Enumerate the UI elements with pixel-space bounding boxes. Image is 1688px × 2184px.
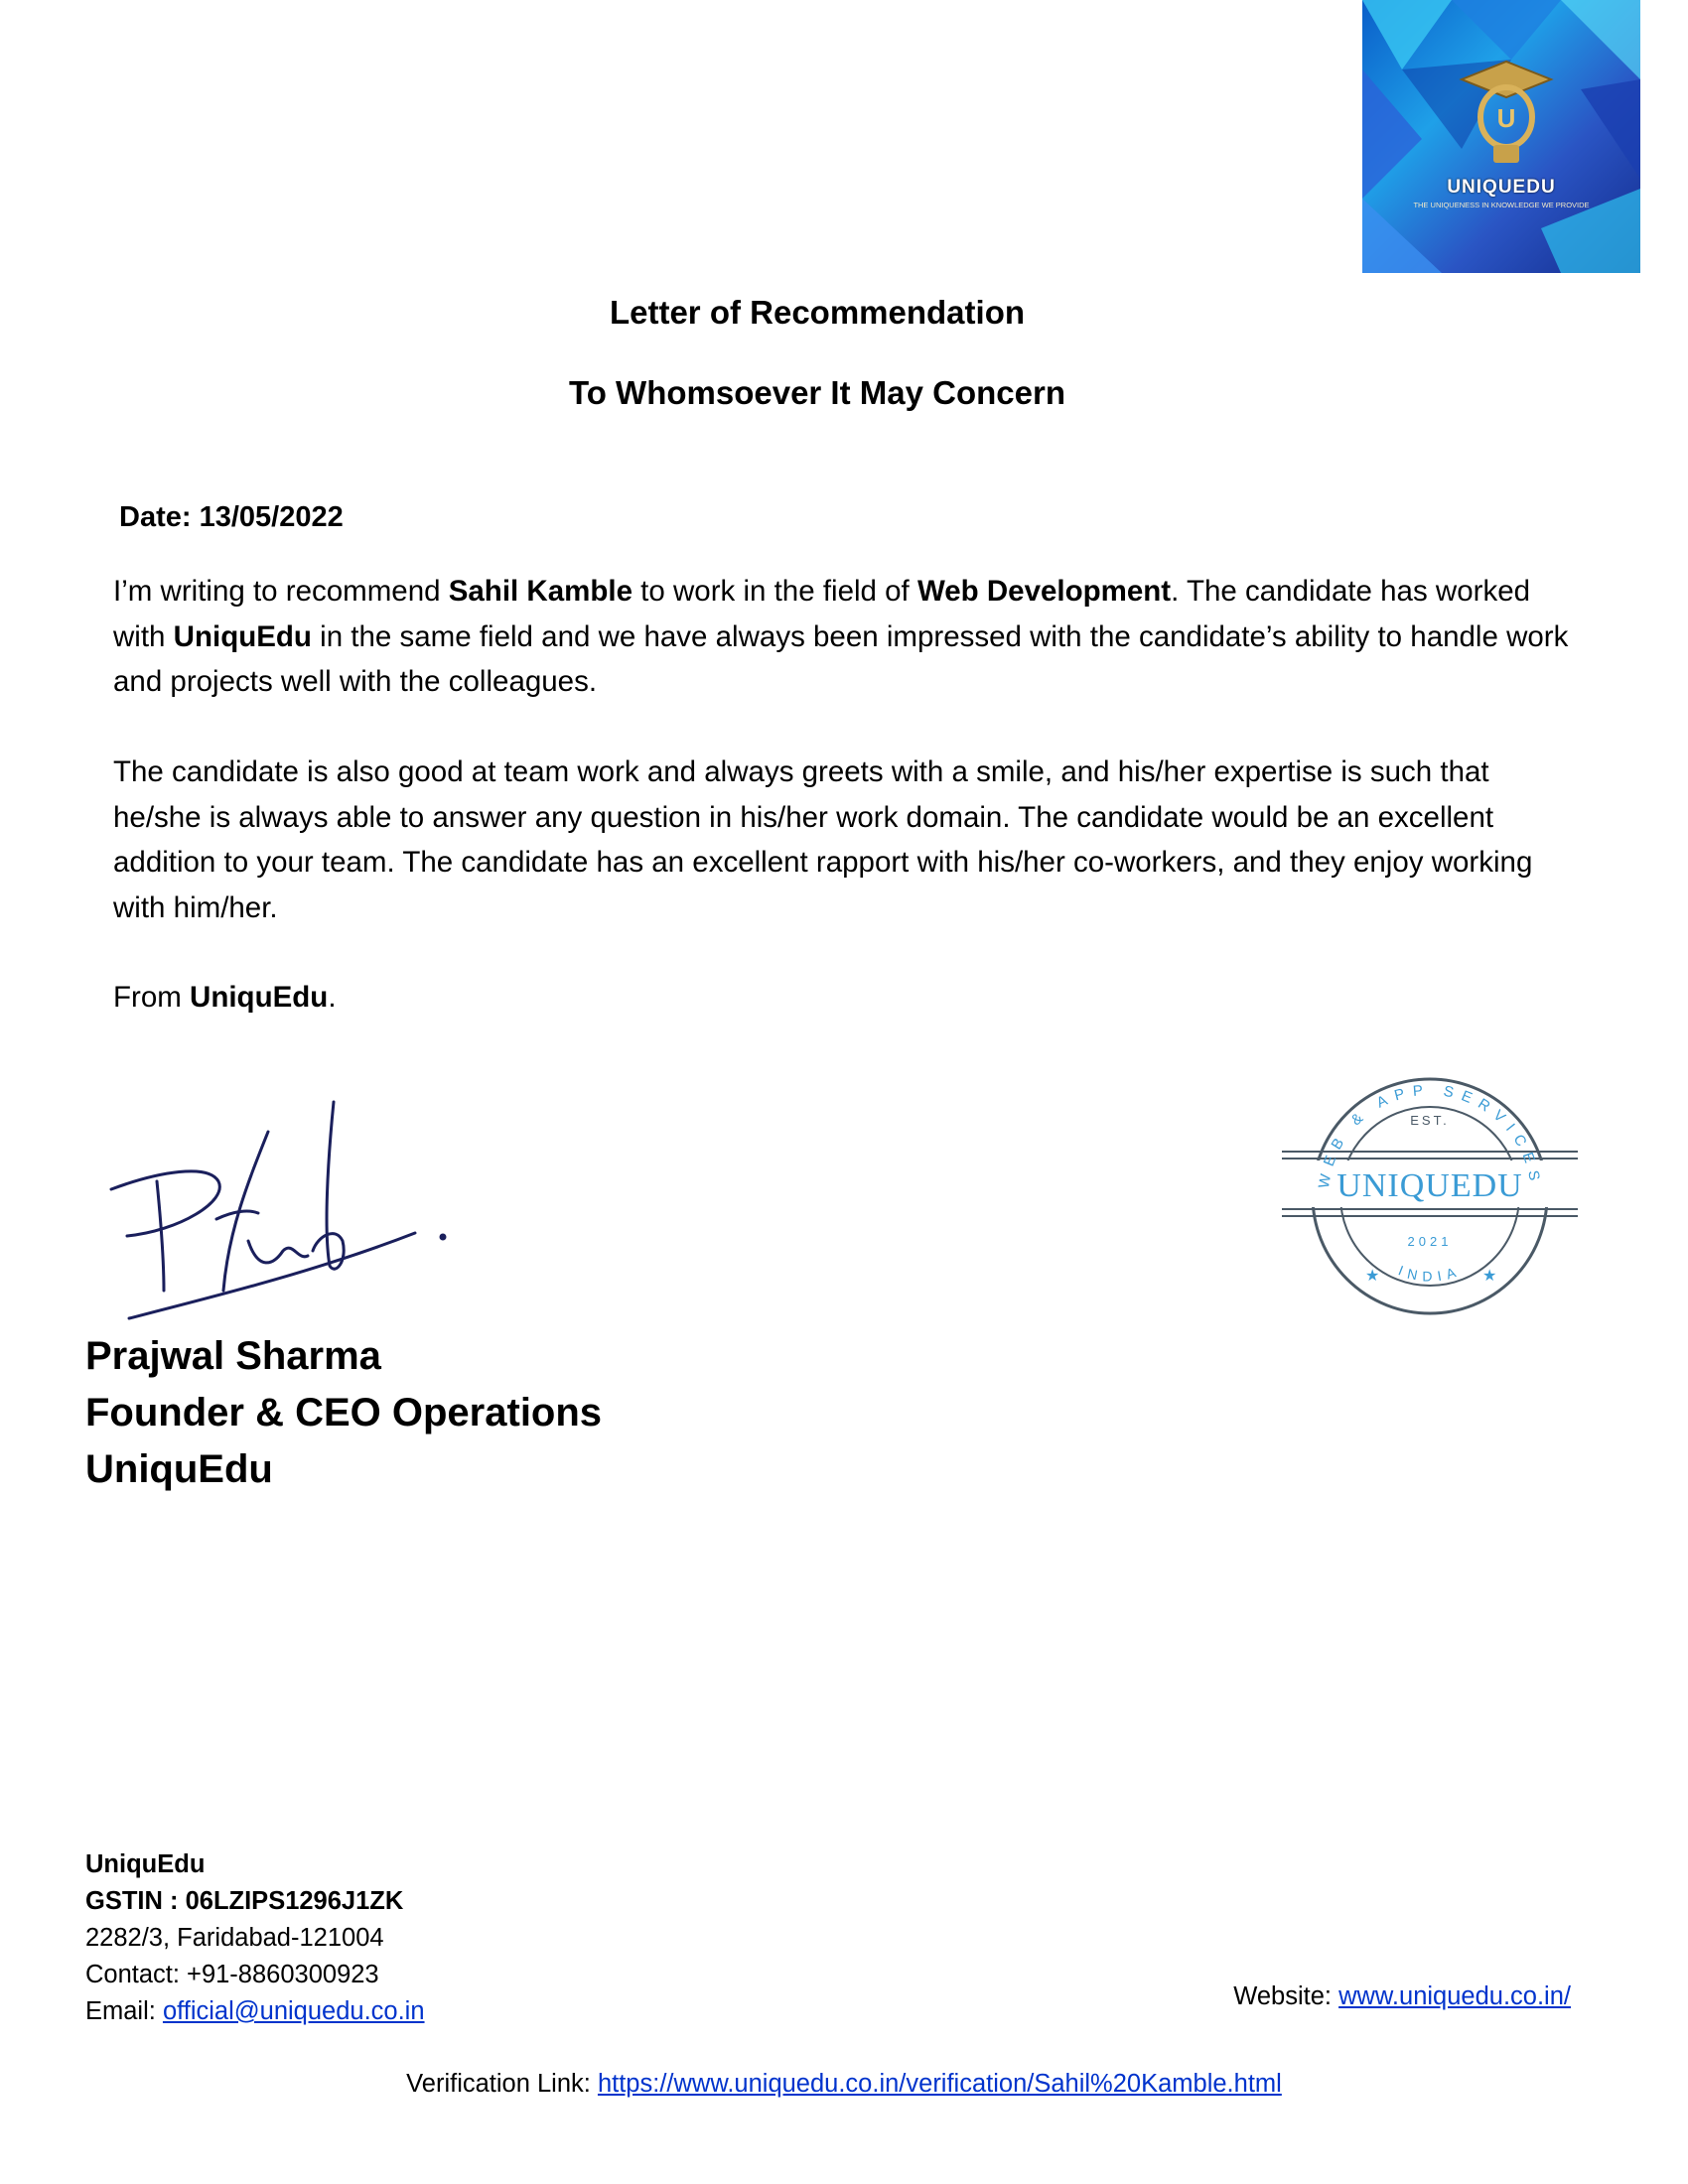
website-link[interactable]: www.uniquedu.co.in/ [1338, 1982, 1571, 2010]
signature [99, 1092, 477, 1320]
stamp-name: UNIQUEDU [1336, 1167, 1523, 1204]
signer-company: UniquEdu [85, 1447, 273, 1491]
website-label: Website: [1233, 1982, 1339, 2010]
letter-title: Letter of Recommendation [609, 294, 1026, 331]
company-name-inline: UniquEdu [173, 619, 312, 653]
footer-contact: Contact: +91-8860300923 [85, 1961, 379, 1988]
footer-website-line [1233, 1979, 1571, 2015]
p1-text-a: I’m writing to recommend [113, 575, 449, 608]
company-logo [1362, 0, 1640, 273]
p3-text-a: From [113, 981, 191, 1014]
stamp-country: INDIA [1396, 1262, 1464, 1285]
stamp-arc-text: WEB & APP SERVICES [1315, 1081, 1544, 1190]
salutation: To Whomsoever It May Concern [569, 374, 1065, 411]
stamp-star-icon: ★ [1482, 1266, 1497, 1285]
field-name: Web Development [916, 575, 1172, 608]
footer-email-line [85, 1993, 425, 2030]
footer-address: 2282/3, Faridabad-121004 [85, 1924, 384, 1952]
p3-text-b: . [328, 981, 337, 1014]
p1-text-b: to work in the field of [632, 575, 917, 608]
paragraph-3 [113, 975, 1573, 1021]
signer-name: Prajwal Sharma [85, 1334, 381, 1378]
stamp-star-icon: ★ [1365, 1266, 1380, 1285]
footer-details [85, 1846, 425, 2030]
footer-company: UniquEdu [85, 1850, 206, 1878]
signer-role: Founder & CEO Operations [85, 1391, 603, 1434]
logo-background [1362, 0, 1640, 273]
svg-text:U: U [1496, 103, 1516, 133]
company-stamp [1276, 1042, 1584, 1330]
footer-gstin: GSTIN : 06LZIPS1296J1ZK [85, 1887, 404, 1915]
email-link[interactable]: official@uniquedu.co.in [162, 1997, 425, 2025]
p1-text-c: . The candidate has worked with [113, 575, 1531, 653]
logo-tagline: THE UNIQUENESS IN KNOWLEDGE WE PROVIDE [1413, 201, 1590, 209]
verify-label: Verification Link: [406, 2070, 598, 2098]
stamp-est: EST. [1410, 1113, 1450, 1128]
p1-text-d: in the same field and we have always been impressed with the candidate’s ability to handle work and projects well with the colleagues. [113, 619, 1569, 698]
verification-link[interactable]: https://www.uniquedu.co.in/verification/Sahil%20Kamble.html [597, 2070, 1282, 2098]
paragraph-1 [113, 569, 1573, 705]
logo-brand: UNIQUEDU [1447, 177, 1556, 198]
stamp-year: 2021 [1407, 1234, 1453, 1249]
letter-date: Date: 13/05/2022 [119, 501, 344, 533]
from-company: UniquEdu [190, 981, 329, 1014]
email-label: Email: [85, 1997, 163, 2025]
candidate-name: Sahil Kamble [448, 575, 633, 608]
paragraph-2: The candidate is also good at team work and always greets with a smile, and his/her expertise is such that he/she is always able to answer any question in his/her work domain. The candidate would be an excellent addition to your team. The candidate has an excellent rapport with his/her co-workers, and they enjoy working with him/her. [113, 755, 1533, 924]
verification-line [0, 2070, 1688, 2099]
